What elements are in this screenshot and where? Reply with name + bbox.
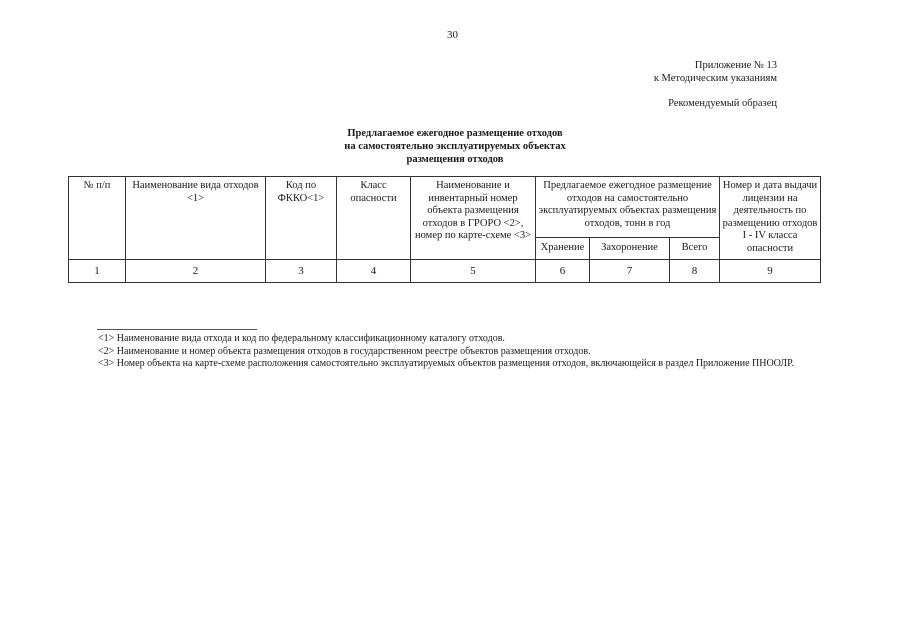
- footnote-1: <1> Наименование вида отхода и код по федеральному классификационному каталогу отходов.: [98, 333, 505, 344]
- footnotes: [68, 333, 848, 371]
- table-column-numbers-row: [69, 260, 821, 283]
- column-number: 8: [670, 260, 720, 283]
- appendix-reference: [654, 59, 777, 85]
- header-total: Всего: [670, 238, 720, 260]
- header-license: Номер и дата выдачи лицензии на деятельность по размещению отходов I - IV класса опасности: [720, 177, 821, 260]
- column-number: 1: [69, 260, 126, 283]
- header-burial: Захоронение: [590, 238, 670, 260]
- header-waste-name: Наименование вида отходов <1>: [126, 177, 266, 260]
- footnote-divider: [97, 329, 257, 330]
- column-number: 6: [536, 260, 590, 283]
- column-number: 9: [720, 260, 821, 283]
- title-line-2: на самостоятельно эксплуатируемых объектах: [344, 141, 566, 152]
- footnote-2: <2> Наименование и номер объекта размещения отходов в государственном реестре объектов размещения отходов.: [98, 345, 591, 357]
- header-storage: Хранение: [536, 238, 590, 260]
- appendix-line-2: к Методическим указаниям: [653, 73, 777, 84]
- header-fkko-code: Код по ФККО<1>: [266, 177, 337, 260]
- column-number: 4: [337, 260, 411, 283]
- header-object-name: Наименование и инвентарный номер объекта размещения отходов в ГРОРО <2>, номер по карте-схеме <3>: [411, 177, 536, 260]
- table-header-row: [69, 177, 821, 238]
- document-title: [0, 127, 905, 166]
- waste-placement-table: [68, 176, 821, 283]
- column-number: 2: [126, 260, 266, 283]
- header-num: № п/п: [69, 177, 126, 260]
- footnote-3: <3> Номер объекта на карте-схеме расположения самостоятельно эксплуатируемых объектов размещения отходов, включающейся в раздел Приложение ПНООЛР.: [98, 358, 794, 369]
- title-line-3: размещения отходов: [406, 154, 504, 165]
- header-annual-placement: Предлагаемое ежегодное размещение отходов на самостоятельно эксплуатируемых объектах размещения отходов, тонн в год: [536, 177, 720, 238]
- header-hazard-class: Класс опасности: [337, 177, 411, 260]
- page-number: 30: [447, 29, 458, 41]
- column-number: 7: [590, 260, 670, 283]
- title-line-1: Предлагаемое ежегодное размещение отходов: [347, 128, 563, 139]
- appendix-line-1: Приложение № 13: [694, 60, 777, 71]
- recommended-sample-label: Рекомендуемый образец: [668, 98, 777, 109]
- column-number: 5: [411, 260, 536, 283]
- column-number: 3: [266, 260, 337, 283]
